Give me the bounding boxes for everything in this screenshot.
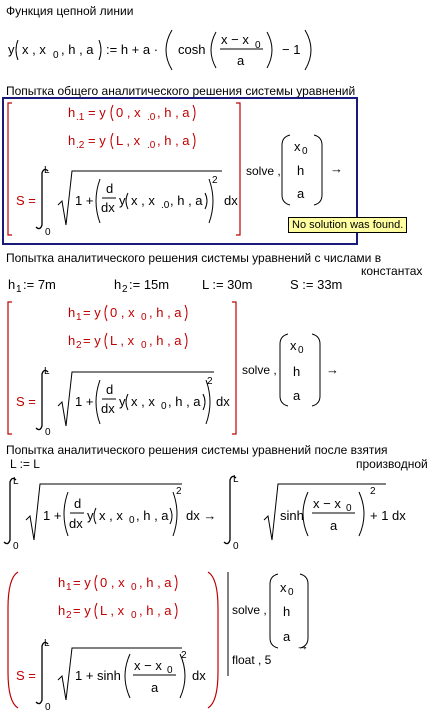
svg-text:2: 2 <box>76 340 82 351</box>
svg-text:0: 0 <box>302 146 308 157</box>
svg-text:y: y <box>119 394 126 409</box>
section2-solve-block[interactable] <box>0 298 360 438</box>
svg-text:1 + sinh: 1 + sinh <box>75 668 121 683</box>
section3-title: Попытка аналитического решения системы уравнений после взятия <box>6 443 388 457</box>
svg-text:→: → <box>330 161 343 176</box>
catenary-title: Функция цепной линии <box>6 4 134 18</box>
svg-text:a: a <box>297 186 305 201</box>
svg-text:1 +: 1 + <box>43 508 62 523</box>
svg-text:y: y <box>119 193 126 208</box>
svg-text:x: x <box>290 338 297 353</box>
svg-text:= y: = y <box>73 575 91 590</box>
svg-text:2: 2 <box>212 175 218 186</box>
svg-text:.1: .1 <box>76 112 85 123</box>
svg-text:sinh: sinh <box>280 508 304 523</box>
svg-text:dx: dx <box>101 401 115 416</box>
svg-text:a: a <box>330 518 338 533</box>
svg-text:L , x: L , x <box>110 333 135 348</box>
svg-text:L , x: L , x <box>100 603 125 618</box>
svg-text:S =: S = <box>16 193 36 208</box>
svg-text:.0: .0 <box>147 112 156 123</box>
svg-text:2: 2 <box>181 650 187 661</box>
svg-text:L: L <box>44 165 50 176</box>
svg-text:2: 2 <box>176 486 182 497</box>
svg-text:x − x: x − x <box>134 658 162 673</box>
svg-text:solve ,: solve , <box>232 603 267 617</box>
svg-text:y: y <box>87 508 94 523</box>
svg-text:1 +: 1 + <box>75 193 94 208</box>
svg-text:0: 0 <box>298 345 304 356</box>
svg-text:0: 0 <box>45 227 51 238</box>
svg-text:x: x <box>294 139 301 154</box>
svg-text:S := 33m: S := 33m <box>290 277 343 292</box>
svg-text:h: h <box>8 277 16 292</box>
svg-text:, h , a: , h , a <box>149 305 182 320</box>
svg-text:0: 0 <box>141 312 147 323</box>
svg-text:0: 0 <box>167 665 173 676</box>
svg-text:0 , x: 0 , x <box>100 575 125 590</box>
section3-solve-block[interactable] <box>0 568 360 716</box>
svg-text:− 1: − 1 <box>282 42 301 57</box>
svg-text:y: y <box>8 42 15 57</box>
svg-text:L: L <box>233 474 239 485</box>
svg-text:x , x: x , x <box>131 193 155 208</box>
svg-text:x , x: x , x <box>99 508 123 523</box>
svg-text:, h , a: , h , a <box>170 193 203 208</box>
svg-text:, h , a: , h , a <box>149 333 182 348</box>
svg-text:x − x: x − x <box>221 32 249 47</box>
svg-text:dx: dx <box>192 668 206 683</box>
svg-text:L := 30m: L := 30m <box>202 277 253 292</box>
svg-text:h: h <box>68 105 76 120</box>
svg-text:h: h <box>68 333 76 348</box>
svg-text:a: a <box>237 53 245 68</box>
svg-text:h: h <box>68 133 76 148</box>
svg-text:, h , a: , h , a <box>136 508 169 523</box>
svg-text:h: h <box>58 603 66 618</box>
svg-text:→: → <box>326 362 339 377</box>
svg-text:h: h <box>58 575 66 590</box>
svg-text:L: L <box>13 476 19 487</box>
svg-text:h: h <box>293 364 301 379</box>
svg-text:x: x <box>280 580 287 595</box>
svg-text:solve ,: solve , <box>246 164 281 178</box>
svg-text:dx: dx <box>216 394 230 409</box>
svg-text:x , x: x , x <box>131 394 155 409</box>
svg-text:a: a <box>283 629 291 644</box>
svg-text:solve ,: solve , <box>242 363 277 377</box>
svg-text:2: 2 <box>66 610 72 621</box>
svg-text:0: 0 <box>131 610 137 621</box>
svg-text:0: 0 <box>255 40 261 51</box>
svg-text:L , x: L , x <box>116 133 141 148</box>
section3-title-cont: производной <box>356 457 428 471</box>
svg-text:2: 2 <box>207 376 213 387</box>
svg-text:→: → <box>296 638 309 653</box>
catenary-definition[interactable] <box>0 22 440 80</box>
svg-text:= y: = y <box>88 133 106 148</box>
svg-text:0: 0 <box>13 541 19 552</box>
section1-title: Попытка общего аналитического решения системы уравнений <box>6 84 356 98</box>
svg-text:h: h <box>297 163 305 178</box>
error-tooltip: No solution was found. <box>288 217 407 233</box>
svg-text:0 , x: 0 , x <box>110 305 135 320</box>
svg-text:, h , a: , h , a <box>61 42 94 57</box>
svg-text:dx: dx <box>224 193 238 208</box>
svg-text:1: 1 <box>16 284 22 295</box>
svg-text:, h , a: , h , a <box>168 394 201 409</box>
constants-row[interactable] <box>0 274 440 296</box>
svg-text:= y: = y <box>83 333 101 348</box>
svg-text:2: 2 <box>370 486 376 497</box>
svg-text:0: 0 <box>45 702 51 713</box>
svg-text:dx →: dx → <box>186 508 217 523</box>
svg-text:d: d <box>106 382 114 397</box>
svg-text:cosh: cosh <box>178 42 206 57</box>
svg-text:0: 0 <box>141 340 147 351</box>
svg-text:x , x: x , x <box>22 42 46 57</box>
svg-text:a: a <box>293 388 301 403</box>
svg-text:0: 0 <box>233 541 239 552</box>
svg-text:, h , a: , h , a <box>157 133 190 148</box>
section2-title-cont: константах <box>361 264 423 278</box>
svg-text:+ 1 dx: + 1 dx <box>370 508 406 523</box>
redefine-L[interactable]: L := L <box>10 457 40 471</box>
svg-text:.2: .2 <box>76 140 85 151</box>
svg-text:h: h <box>283 604 291 619</box>
svg-text:float , 5: float , 5 <box>232 653 272 667</box>
svg-text:.0: .0 <box>147 140 156 151</box>
svg-text:h: h <box>114 277 122 292</box>
svg-text:= y: = y <box>73 603 91 618</box>
svg-text:0: 0 <box>161 401 167 412</box>
svg-text:0: 0 <box>45 427 51 438</box>
svg-text:= y: = y <box>83 305 101 320</box>
svg-text:0: 0 <box>129 515 135 526</box>
derivative-evaluation[interactable] <box>0 470 440 558</box>
svg-text:dx: dx <box>101 200 115 215</box>
svg-text:x − x: x − x <box>313 496 341 511</box>
svg-text:dx: dx <box>69 516 83 531</box>
svg-text::= 7m: := 7m <box>23 277 56 292</box>
svg-text:.0: .0 <box>161 200 170 211</box>
section2-title: Попытка аналитического решения системы уравнений с числами в <box>6 251 382 265</box>
svg-text:a: a <box>151 680 159 695</box>
svg-text:, h , a: , h , a <box>157 105 190 120</box>
svg-text:, h , a: , h , a <box>139 575 172 590</box>
svg-text:L: L <box>44 366 50 377</box>
svg-text::= h + a ·: := h + a · <box>106 42 159 57</box>
svg-text:1: 1 <box>76 312 82 323</box>
svg-text:1 +: 1 + <box>75 394 94 409</box>
svg-text:0: 0 <box>346 503 352 514</box>
svg-text:0: 0 <box>131 582 137 593</box>
svg-text::= 15m: := 15m <box>129 277 170 292</box>
svg-text:0: 0 <box>53 50 59 61</box>
svg-text:d: d <box>106 181 114 196</box>
svg-text:, h , a: , h , a <box>139 603 172 618</box>
svg-text:0 , x: 0 , x <box>116 105 141 120</box>
svg-text:S =: S = <box>16 668 36 683</box>
svg-text:= y: = y <box>88 105 106 120</box>
svg-text:d: d <box>74 496 82 511</box>
svg-text:L: L <box>44 638 50 649</box>
svg-text:2: 2 <box>122 284 128 295</box>
svg-text:h: h <box>68 305 76 320</box>
svg-text:S =: S = <box>16 394 36 409</box>
svg-text:0: 0 <box>288 587 294 598</box>
svg-text:1: 1 <box>66 582 72 593</box>
